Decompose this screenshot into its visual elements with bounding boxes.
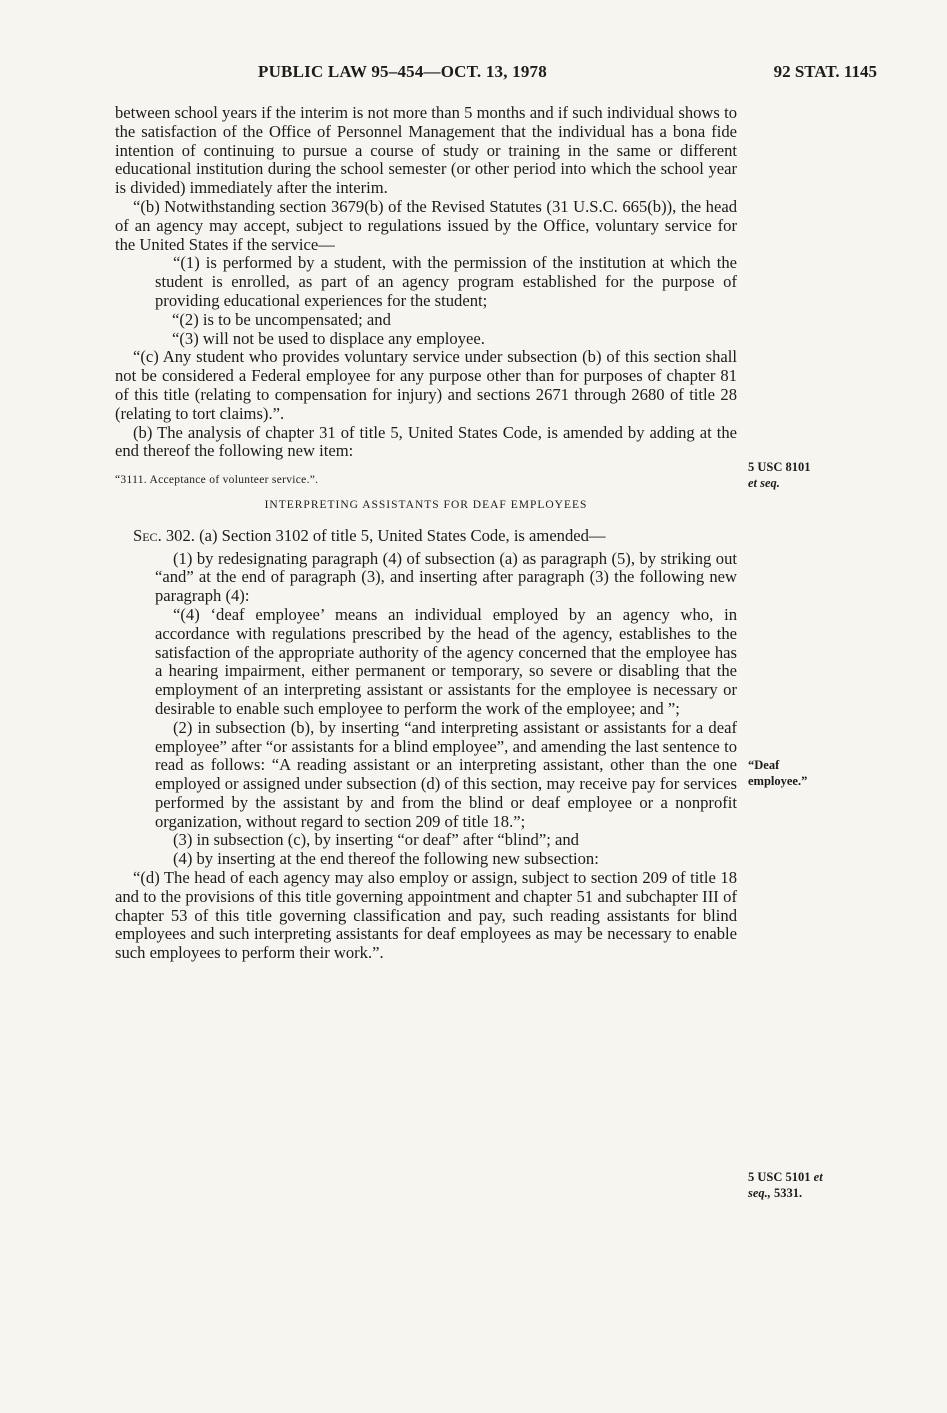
margin-note-usc-8101 bbox=[748, 459, 811, 491]
paragraph-subsection-b: “(b) Notwithstanding section 3679(b) of the Revised Statutes (31 U.S.C. 665(b)), the head of an agency may accept, subject to regulations issued by the Office, voluntary service for the United States if the service— bbox=[115, 196, 737, 254]
margin-note-section: 5331. bbox=[774, 1186, 803, 1200]
paragraph-analysis-amendment: (b) The analysis of chapter 31 of title 5, United States Code, is amended by adding at the end thereof the following new item: bbox=[115, 422, 737, 461]
paragraph-amendment-4: (4) by inserting at the end thereof the following new subsection: bbox=[173, 849, 599, 869]
section-heading: INTERPRETING ASSISTANTS FOR DEAF EMPLOYEES bbox=[264, 498, 588, 511]
paragraph-continuation: between school years if the interim is not more than 5 months and if such individual shows to the satisfaction of the Office of Personnel Management that the individual has a bona fide intention of continuing to pursue a course of study or training in the same or different educational institution during the school semester (or other period into which the school year is divided) immediately after the interim. bbox=[115, 103, 737, 198]
statute-page-number: 92 STAT. 1145 bbox=[773, 62, 877, 81]
body-text bbox=[115, 104, 737, 963]
margin-note-line: employee.” bbox=[748, 774, 808, 788]
paragraph-clause-2: “(2) is to be uncompensated; and bbox=[172, 309, 391, 329]
margin-note-deaf-employee bbox=[748, 757, 807, 789]
paragraph-amendment-1: (1) by redesignating paragraph (4) of subsection (a) as paragraph (5), by striking out “and” at the end of paragraph (3), and inserting after paragraph (3) the following new paragraph (4): bbox=[155, 548, 737, 606]
margin-note-seq: seq., bbox=[748, 1186, 771, 1200]
margin-note-usc-5101 bbox=[748, 1169, 823, 1201]
paragraph-clause-3: “(3) will not be used to displace any employee. bbox=[172, 328, 485, 348]
margin-note-line bbox=[748, 1169, 823, 1185]
paragraph-clause-1: “(1) is performed by a student, with the permission of the institution at which the student is enrolled, as part of an agency program established for the purpose of providing educational experiences for the student; bbox=[155, 253, 737, 310]
paragraph-deaf-employee-definition: “(4) ‘deaf employee’ means an individual employed by an agency who, in accordance with regulations prescribed by the head of the agency, establishes to the satisfaction of the appropriate authority of the agency concerned that the employee has a hearing impairment, either permanent or temporary, so severe or disabling that the employment of an interpreting assistant or assistants for the employee is necessary or desirable to enable such employee to perform the work of the employee; and ”; bbox=[155, 604, 737, 718]
table-of-sections-item: “3111. Acceptance of volunteer service.”. bbox=[115, 474, 319, 487]
section-label: Sec. bbox=[133, 525, 162, 545]
paragraph-subsection-d: “(d) The head of each agency may also employ or assign, subject to section 209 of title 18 and to the provisions of this title governing appointment and chapter 51 and subchapter III of chapter 53 of this title governing classification and pay, such reading assistants for blind employees and such interpreting assistants for deaf employees as may be necessary to enable such employees to perform their work.”. bbox=[115, 868, 737, 963]
margin-note-line: et seq. bbox=[748, 476, 780, 490]
margin-note-line: 5 USC 8101 bbox=[748, 460, 811, 474]
margin-note-line: “Deaf bbox=[748, 758, 780, 772]
section-302-text: 302. (a) Section 3102 of title 5, United States Code, is amended— bbox=[165, 525, 606, 545]
margin-note-citation: 5 USC 5101 bbox=[748, 1170, 811, 1184]
paragraph-subsection-c: “(c) Any student who provides voluntary service under subsection (b) of this section shall not be considered a Federal employee for any purpose other than for purposes of chapter 81 of this title (relating to compensation for injury) and sections 2671 through 2680 of title 28 (relating to tort claims).”. bbox=[115, 347, 737, 423]
margin-note-et: et bbox=[813, 1170, 823, 1184]
paragraph-amendment-3: (3) in subsection (c), by inserting “or deaf” after “blind”; and bbox=[173, 830, 579, 850]
running-header-title: PUBLIC LAW 95–454—OCT. 13, 1978 bbox=[258, 62, 547, 81]
paragraph-section-302 bbox=[115, 527, 737, 546]
paragraph-amendment-2: (2) in subsection (b), by inserting “and interpreting assistant or assistants for a deaf employee” after “or assistants for a blind employee”, and amending the last sentence to read as follows: “A reading assistant or an interpreting assistant, other than the one employed or assigned under subsection (d) of this section, may receive pay for services performed by the assistant by and from the blind or deaf employee or a nonprofit organization, without regard to section 209 of title 18.”; bbox=[155, 717, 737, 831]
margin-note-line bbox=[748, 1185, 823, 1201]
